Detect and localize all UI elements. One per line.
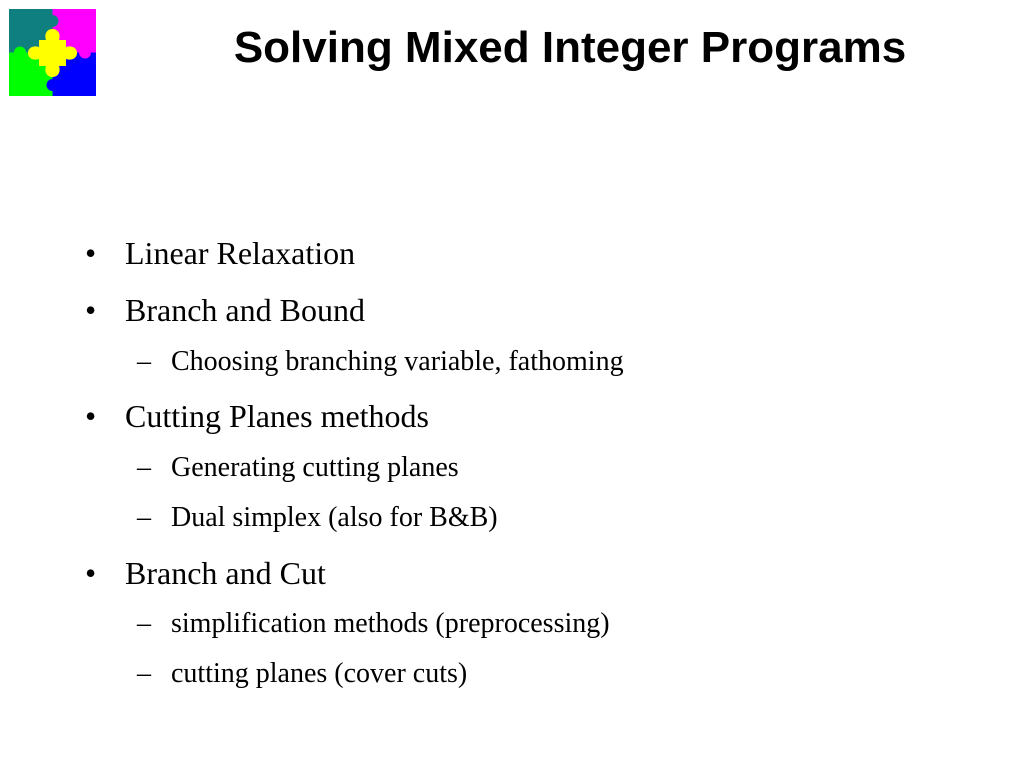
bullet-text: Cutting Planes methods — [125, 398, 429, 434]
bullet-marker: • — [85, 555, 97, 591]
dash-marker: – — [137, 346, 151, 377]
sub-bullet-text: Dual simplex (also for B&B) — [171, 502, 498, 533]
bullet-marker: • — [85, 398, 97, 434]
sub-bullet-text: Generating cutting planes — [171, 452, 459, 483]
dash-marker: – — [137, 608, 151, 639]
dash-marker: – — [137, 452, 151, 483]
bullet-text: Branch and Cut — [125, 555, 326, 591]
sub-bullet-text: Choosing branching variable, fathoming — [171, 346, 624, 377]
bullet-text: Branch and Bound — [125, 292, 365, 328]
bullet-marker: • — [85, 292, 97, 328]
bullet-marker: • — [85, 235, 97, 271]
bullet-text: Linear Relaxation — [125, 235, 356, 271]
dash-marker: – — [137, 502, 151, 533]
sub-bullet-text: simplification methods (preprocessing) — [171, 608, 610, 639]
slide-title: Solving Mixed Integer Programs — [233, 23, 907, 72]
sub-bullet-text: cutting planes (cover cuts) — [171, 658, 468, 689]
dash-marker: – — [137, 658, 151, 689]
